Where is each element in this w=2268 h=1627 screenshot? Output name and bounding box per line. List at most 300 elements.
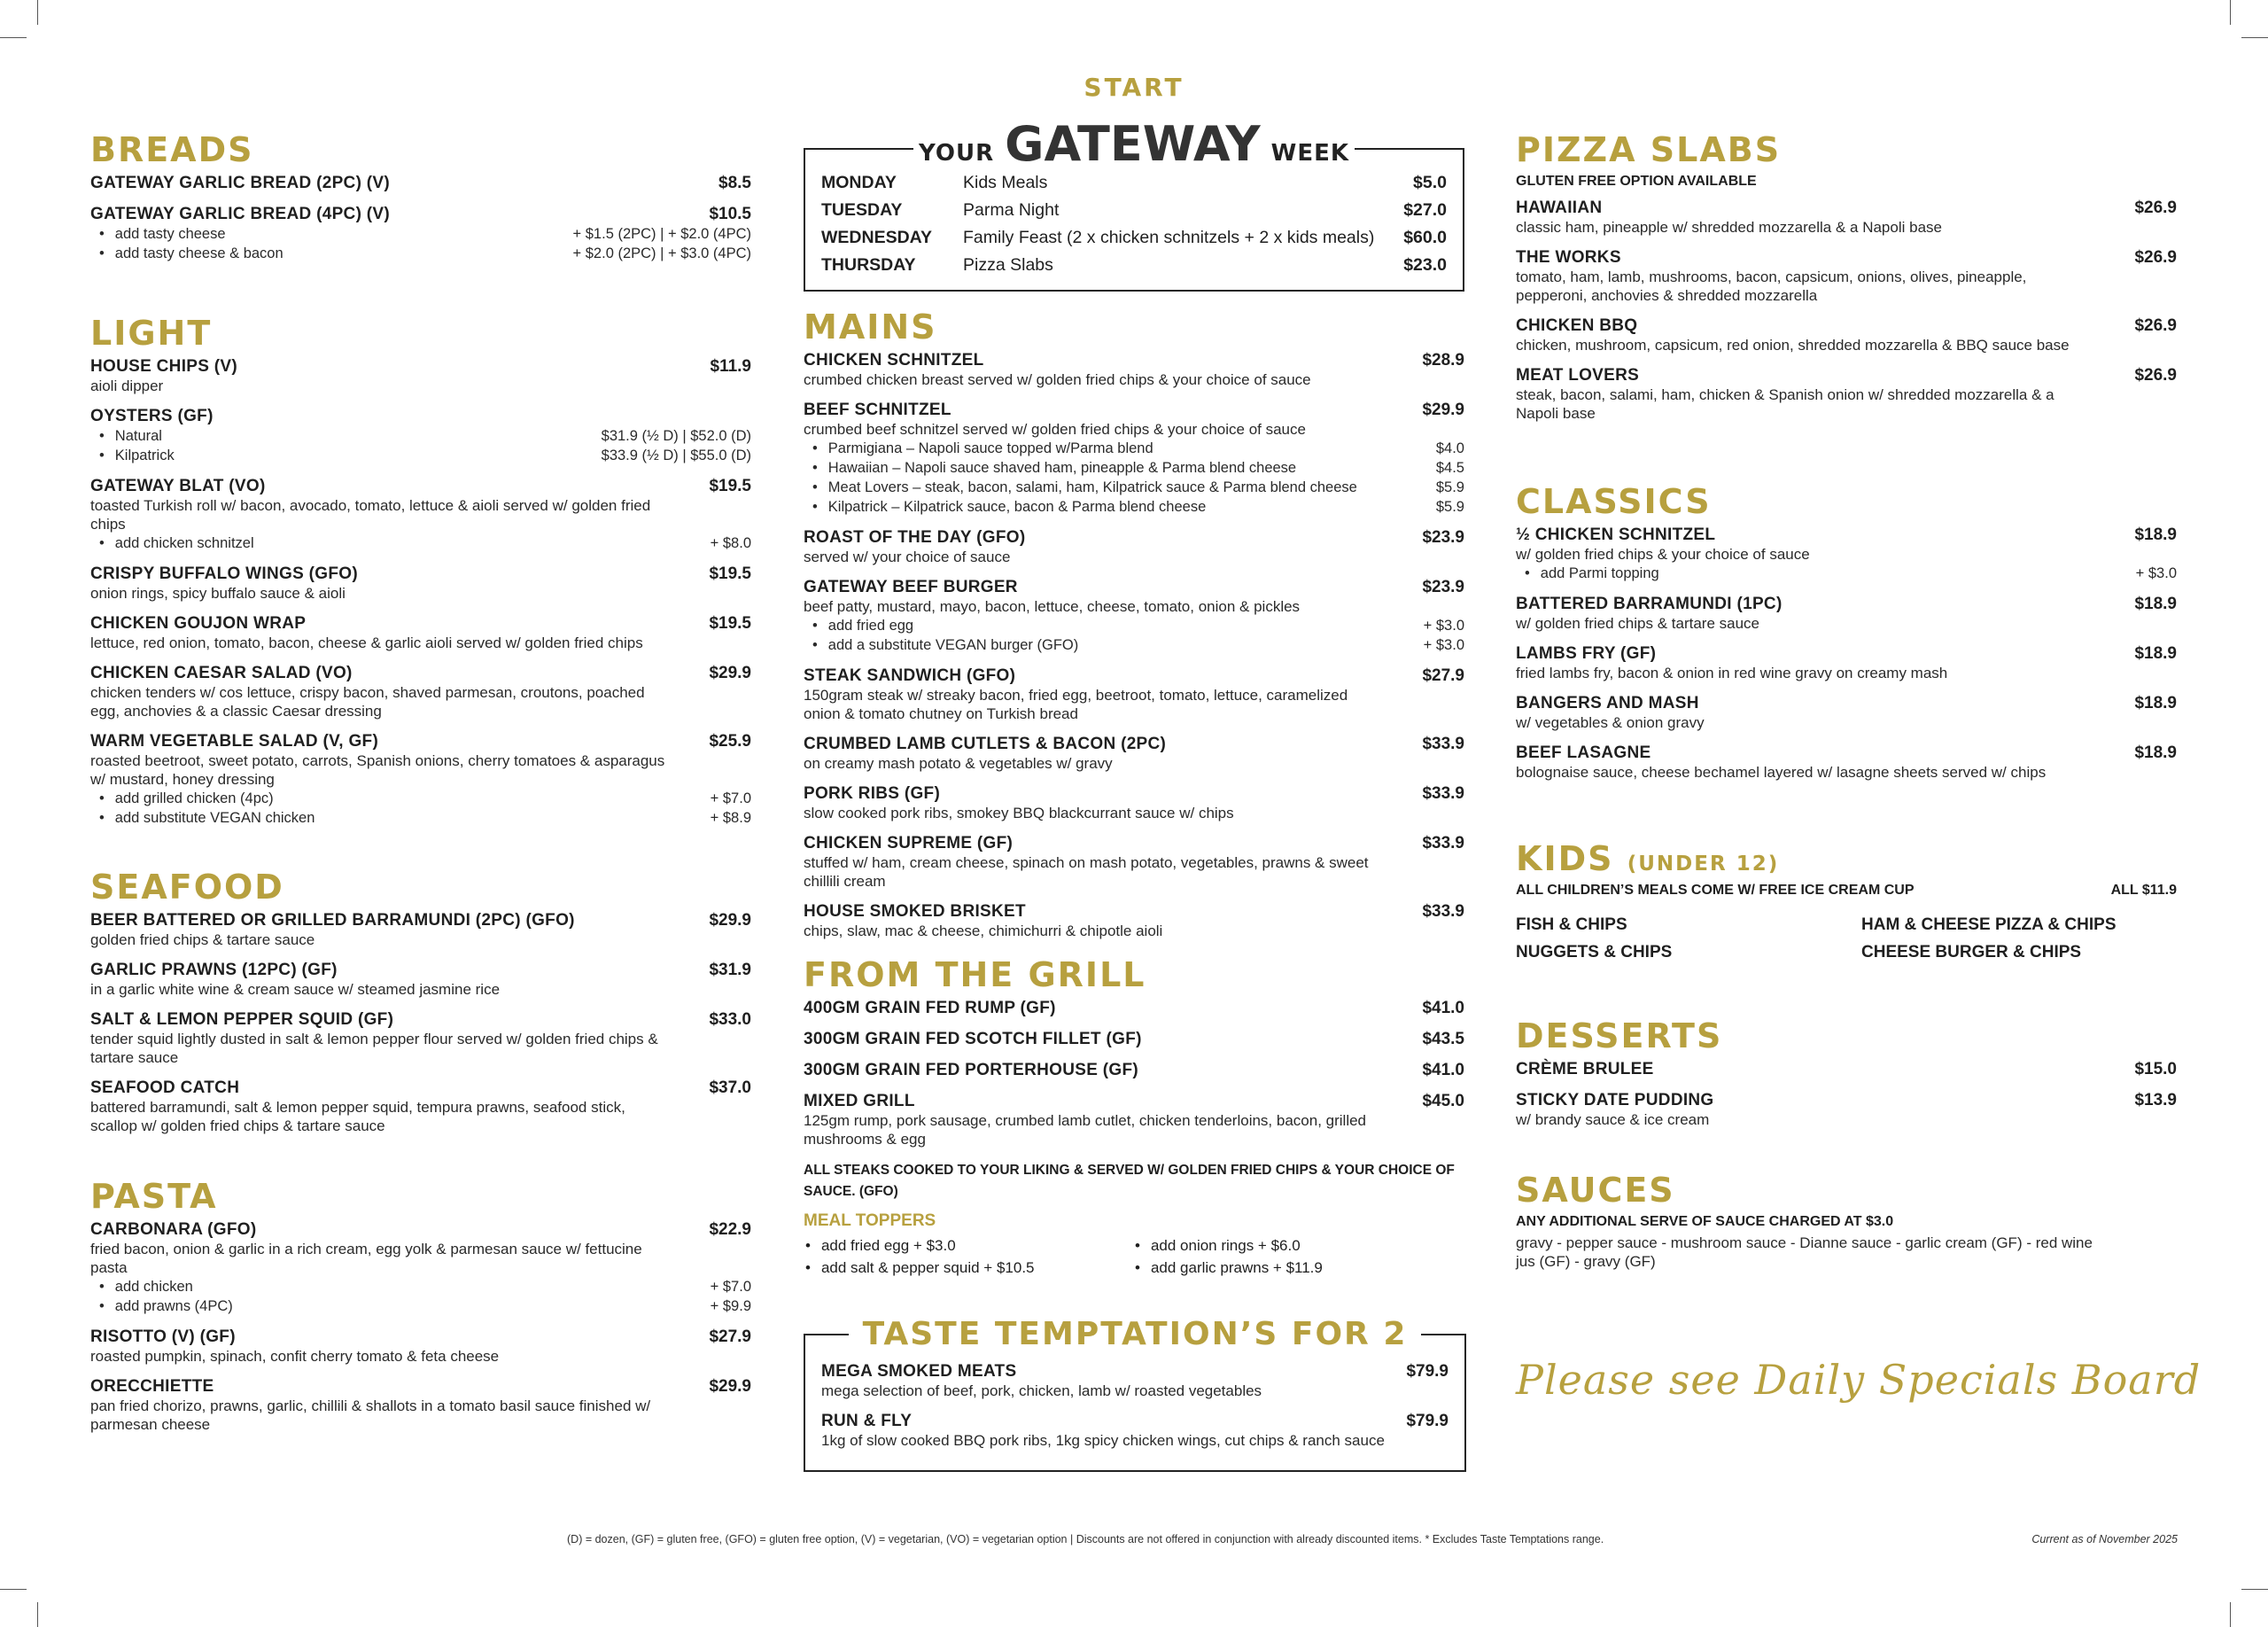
item-price: $28.9	[1422, 351, 1464, 370]
item-name: 400GM GRAIN FED RUMP (GF)	[804, 999, 1056, 1017]
addon-label: • Hawaiian – Napoli sauce shaved ham, pineapple & Parma blend cheese	[812, 458, 1296, 478]
addon-label: • add grilled chicken (4pc)	[99, 789, 274, 808]
week-box	[804, 116, 1464, 292]
crop-mark	[0, 37, 27, 38]
item-addon	[90, 808, 751, 828]
item-price: $13.9	[2134, 1091, 2177, 1109]
item-name: CRÈME BRULEE	[1516, 1060, 1654, 1078]
item-price: $18.9	[2134, 694, 2177, 712]
addon-price: + $8.0	[710, 535, 751, 551]
section-title: SAUCES	[1516, 1171, 1675, 1210]
addon-price: $31.9 (½ D) | $52.0 (D)	[601, 428, 751, 444]
item-description: w/ golden fried chips & tartare sauce	[1516, 615, 1759, 632]
item-name: BANGERS AND MASH	[1516, 694, 1699, 712]
gateway-week	[804, 73, 1464, 292]
item-addon	[90, 446, 751, 465]
item-price: $18.9	[2134, 525, 2177, 544]
item-price: $8.5	[718, 174, 751, 192]
menu-item	[804, 1092, 1464, 1148]
kids-item: HAM & CHEESE PIZZA & CHIPS	[1861, 915, 2117, 934]
menu-item	[90, 1078, 751, 1135]
section-pasta	[90, 1179, 751, 1434]
item-description: 1kg of slow cooked BBQ pork ribs, 1kg spicy chicken wings, cut chips & ranch sauce	[821, 1432, 1385, 1449]
menu-item	[90, 1010, 751, 1067]
addon-price: $33.9 (½ D) | $55.0 (D)	[601, 448, 751, 463]
crop-mark	[2230, 1602, 2231, 1627]
item-price: $33.9	[1422, 902, 1464, 921]
menu-item-row	[1516, 644, 2177, 664]
item-addon	[804, 478, 1464, 497]
section-title: PIZZA SLABS	[1516, 130, 1782, 169]
menu-item	[804, 1061, 1464, 1080]
item-price: $18.9	[2134, 644, 2177, 663]
kids-note-row	[1516, 883, 2177, 899]
item-price: $27.9	[1422, 666, 1464, 685]
item-price: $79.9	[1406, 1412, 1449, 1430]
item-addon	[90, 1277, 751, 1296]
item-description: 125gm rump, pork sausage, crumbed lamb cutlet, chicken tenderloins, bacon, grilled mushrooms & egg	[804, 1112, 1367, 1148]
item-price: $18.9	[2134, 595, 2177, 613]
kids-subtitle: (UNDER 12)	[1627, 852, 1780, 876]
item-name: ORECCHIETTE	[90, 1377, 214, 1396]
meal-topper: • add salt & pepper squid + $10.5	[805, 1257, 1135, 1279]
item-name: LAMBS FRY (GF)	[1516, 644, 1657, 663]
addon-label: • Kilpatrick	[99, 446, 175, 465]
item-description: lettuce, red onion, tomato, bacon, cheese & garlic aioli served w/ golden fried chips	[90, 634, 643, 651]
item-name: CHICKEN GOUJON WRAP	[90, 614, 307, 633]
item-price: $19.5	[709, 477, 751, 495]
item-price: $29.9	[709, 1377, 751, 1396]
item-description: onion rings, spicy buffalo sauce & aioli	[90, 585, 346, 602]
item-name: CRUMBED LAMB CUTLETS & BACON (2PC)	[804, 735, 1167, 753]
item-addon	[90, 533, 751, 553]
menu-item-row	[90, 407, 751, 426]
week-deal: Kids Meals	[963, 173, 1048, 192]
item-price: $33.9	[1422, 834, 1464, 852]
item-price: $29.9	[709, 911, 751, 930]
section-title: PASTA	[90, 1177, 218, 1216]
meal-toppers-title: MEAL TOPPERS	[804, 1211, 936, 1230]
item-price: $23.9	[1422, 528, 1464, 547]
menu-item-row	[821, 1412, 1449, 1431]
menu-item	[804, 351, 1464, 389]
addon-price: $5.9	[1435, 499, 1464, 515]
addon-price: + $2.0 (2PC) | + $3.0 (4PC)	[572, 245, 751, 261]
item-description: bolognaise sauce, cheese bechamel layered w/ lasagne sheets served w/ chips	[1516, 764, 2047, 781]
item-name: CHICKEN SUPREME (GF)	[804, 834, 1014, 852]
menu-item-row	[804, 666, 1464, 686]
item-name: ROAST OF THE DAY (GFO)	[804, 528, 1026, 547]
addon-price: + $7.0	[710, 1279, 751, 1295]
menu-item-row	[804, 351, 1464, 370]
item-addon	[804, 439, 1464, 458]
item-description: aioli dipper	[90, 378, 164, 394]
menu-item	[804, 999, 1464, 1018]
item-addon	[90, 224, 751, 244]
menu-item	[90, 174, 751, 193]
menu-item-row	[90, 1010, 751, 1030]
menu-item	[804, 666, 1464, 723]
menu-item	[90, 1377, 751, 1434]
menu-item	[1516, 366, 2177, 423]
item-description: steak, bacon, salami, ham, chicken & Spanish onion w/ shredded mozzarella & a Napoli base	[1516, 386, 2054, 422]
item-description: chicken, mushroom, capsicum, red onion, shredded mozzarella & BBQ sauce base	[1516, 337, 2070, 354]
menu-item	[90, 1327, 751, 1366]
addon-label: • add prawns (4PC)	[99, 1296, 233, 1316]
menu-item-row	[804, 999, 1464, 1018]
section-sauces	[1516, 1173, 2177, 1271]
item-description: on creamy mash potato & vegetables w/ gravy	[804, 755, 1113, 772]
item-description: tender squid lightly dusted in salt & lemon pepper flour served w/ golden fried chips & tartare sauce	[90, 1031, 658, 1066]
item-name: BEER BATTERED OR GRILLED BARRAMUNDI (2PC) (GFO)	[90, 911, 575, 930]
addon-label: • Natural	[99, 426, 162, 446]
addon-price: + $1.5 (2PC) | + $2.0 (4PC)	[572, 226, 751, 242]
menu-item-row	[804, 1061, 1464, 1080]
item-name: WARM VEGETABLE SALAD (V, GF)	[90, 732, 379, 751]
addon-label: • Kilpatrick – Kilpatrick sauce, bacon & Parma blend cheese	[812, 497, 1206, 517]
item-description: w/ vegetables & onion gravy	[1516, 714, 1705, 731]
week-day: WEDNESDAY	[821, 228, 932, 247]
section-light	[90, 316, 751, 828]
menu-item	[90, 614, 751, 652]
item-description: battered barramundi, salt & lemon pepper squid, tempura prawns, seafood stick, scallop w/ golden fried chips & tartare sauce	[90, 1099, 625, 1134]
menu-item-row	[90, 664, 751, 683]
week-your: YOUR	[913, 140, 999, 167]
kids-items	[1516, 911, 2177, 966]
addon-price: $4.5	[1435, 460, 1464, 476]
item-description: golden fried chips & tartare sauce	[90, 931, 315, 948]
item-description: fried lambs fry, bacon & onion in red wine gravy on creamy mash	[1516, 665, 1948, 681]
item-name: CRISPY BUFFALO WINGS (GFO)	[90, 564, 358, 583]
menu-item	[1516, 1091, 2177, 1129]
item-name: STICKY DATE PUDDING	[1516, 1091, 1714, 1109]
section-desserts	[1516, 1016, 2177, 1129]
week-row	[821, 169, 1447, 197]
daily-specials-note: Please see Daily Specials Board	[1516, 1356, 2202, 1404]
menu-item-row	[90, 961, 751, 980]
item-name: GATEWAY GARLIC BREAD (4PC) (V)	[90, 205, 391, 223]
item-description: fried bacon, onion & garlic in a rich cream, egg yolk & parmesan sauce w/ fettucine pasta	[90, 1241, 642, 1276]
week-deal: Family Feast (2 x chicken schnitzels + 2 x kids meals)	[963, 228, 1375, 247]
menu-item-row	[90, 1327, 751, 1347]
kids-item: FISH & CHIPS	[1516, 915, 1627, 934]
week-price: $5.0	[1413, 173, 1447, 192]
item-addon	[90, 426, 751, 446]
item-description: mega selection of beef, pork, chicken, lamb w/ roasted vegetables	[821, 1382, 1262, 1399]
menu-item-row	[804, 834, 1464, 853]
addon-label: • Parmigiana – Napoli sauce topped w/Parma blend	[812, 439, 1153, 458]
menu-item-row	[1516, 595, 2177, 614]
menu-item-row	[90, 1078, 751, 1098]
menu-item-row	[1516, 1060, 2177, 1079]
pizza-items	[1516, 199, 2177, 423]
item-price: $26.9	[2134, 248, 2177, 267]
taste-temptations-box	[804, 1316, 1466, 1472]
sauces-note: ANY ADDITIONAL SERVE OF SAUCE CHARGED AT $3.0	[1516, 1214, 1894, 1229]
item-price: $15.0	[2134, 1060, 2177, 1078]
section-title: DESSERTS	[1516, 1016, 1723, 1055]
item-name: BEEF LASAGNE	[1516, 743, 1651, 762]
taste-items	[821, 1362, 1449, 1450]
item-price: $33.9	[1422, 784, 1464, 803]
week-deal: Parma Night	[963, 200, 1060, 220]
item-name: 300GM GRAIN FED PORTERHOUSE (GF)	[804, 1061, 1139, 1079]
item-price: $33.9	[1422, 735, 1464, 753]
menu-item	[1516, 595, 2177, 633]
menu-item-row	[1516, 366, 2177, 385]
item-description: chips, slaw, mac & cheese, chimichurri & chipotle aioli	[804, 922, 1163, 939]
item-price: $26.9	[2134, 366, 2177, 385]
menu-item	[90, 911, 751, 949]
menu-item	[821, 1412, 1449, 1450]
item-name: BATTERED BARRAMUNDI (1PC)	[1516, 595, 1783, 613]
section-title: FROM THE GRILL	[804, 955, 1146, 994]
section-pizza	[1516, 130, 2177, 423]
item-name: MEAT LOVERS	[1516, 366, 1640, 385]
item-description: in a garlic white wine & cream sauce w/ steamed jasmine rice	[90, 981, 501, 998]
item-price: $19.5	[709, 614, 751, 633]
item-description: tomato, ham, lamb, mushrooms, bacon, capsicum, onions, olives, pineapple, pepperoni, anchovies & shredded mozzarella	[1516, 269, 2027, 304]
addon-price: + $9.9	[710, 1298, 751, 1314]
menu-item	[804, 578, 1464, 655]
week-price: $23.0	[1403, 255, 1447, 275]
taste-title: TASTE TEMPTATION’S FOR 2	[849, 1316, 1422, 1352]
addon-label: • add fried egg	[812, 616, 913, 635]
week-row	[821, 197, 1447, 224]
item-name: 300GM GRAIN FED SCOTCH FILLET (GF)	[804, 1030, 1142, 1048]
week-word: WEEK	[1266, 140, 1355, 167]
menu-item-row	[90, 477, 751, 496]
menu-item	[804, 528, 1464, 566]
crop-mark	[37, 1602, 38, 1627]
item-price: $11.9	[710, 357, 751, 376]
item-description: roasted pumpkin, spinach, confit cherry tomato & feta cheese	[90, 1348, 500, 1365]
menu-item-row	[804, 784, 1464, 804]
week-day: TUESDAY	[821, 200, 903, 220]
addon-price: $5.9	[1435, 479, 1464, 495]
menu-item-row	[90, 564, 751, 584]
addon-price: + $3.0	[2135, 565, 2177, 581]
item-addon	[804, 497, 1464, 517]
crop-mark	[2241, 1589, 2268, 1590]
item-price: $26.9	[2134, 316, 2177, 335]
kids-title: KIDS	[1516, 839, 1614, 878]
menu-item-row	[821, 1362, 1449, 1382]
item-price: $22.9	[709, 1220, 751, 1239]
item-addon	[804, 616, 1464, 635]
week-row	[821, 224, 1447, 252]
menu-item-row	[1516, 694, 2177, 713]
menu-item	[90, 732, 751, 828]
week-deal: Pizza Slabs	[963, 255, 1053, 275]
middle-column	[804, 307, 1464, 1279]
menu-item-row	[1516, 525, 2177, 545]
week-price: $60.0	[1403, 228, 1447, 247]
meal-topper: • add onion rings + $6.0	[1135, 1234, 1401, 1257]
item-name: CHICKEN CAESAR SALAD (VO)	[90, 664, 353, 682]
item-price: $27.9	[709, 1327, 751, 1346]
menu-item-row	[804, 578, 1464, 597]
right-column	[1516, 130, 2177, 1271]
week-brand-logo: GATEWAY	[999, 123, 1266, 167]
item-price: $29.9	[709, 664, 751, 682]
menu-item-row	[1516, 743, 2177, 763]
menu-item	[90, 357, 751, 395]
section-title: CLASSICS	[1516, 482, 1712, 521]
item-price: $41.0	[1422, 999, 1464, 1017]
section-title: BREADS	[90, 130, 254, 169]
menu-item-row	[1516, 199, 2177, 218]
addon-price: + $3.0	[1423, 637, 1464, 653]
menu-item-row	[804, 735, 1464, 754]
item-name: MEGA SMOKED MEATS	[821, 1362, 1017, 1381]
footer-legend: (D) = dozen, (GF) = gluten free, (GFO) = gluten free option, (V) = vegetarian, (VO) = vegetarian option | Discounts are not offered in conjunction with already discounted items. * Excludes Taste Temptations range.	[567, 1533, 1604, 1545]
menu-item	[804, 784, 1464, 822]
item-name: CHICKEN BBQ	[1516, 316, 1638, 335]
addon-price: + $8.9	[710, 810, 751, 826]
menu-item-row	[90, 1220, 751, 1240]
menu-item	[804, 401, 1464, 517]
kids-item: NUGGETS & CHIPS	[1516, 943, 1673, 961]
crop-mark	[2230, 0, 2231, 25]
item-name: RISOTTO (V) (GF)	[90, 1327, 236, 1346]
item-addon	[804, 635, 1464, 655]
week-day: THURSDAY	[821, 255, 916, 275]
section-grill	[804, 955, 1464, 1279]
addon-label: • add a substitute VEGAN burger (GFO)	[812, 635, 1078, 655]
menu-item	[90, 477, 751, 553]
item-description: toasted Turkish roll w/ bacon, avocado, tomato, lettuce & aioli served w/ golden fried chips	[90, 497, 651, 533]
item-name: GARLIC PRAWNS (12PC) (GF)	[90, 961, 338, 979]
menu-item-row	[90, 1377, 751, 1397]
item-price: $33.0	[709, 1010, 751, 1029]
item-name: GATEWAY BLAT (VO)	[90, 477, 266, 495]
section-seafood	[90, 870, 751, 1135]
meal-topper: • add fried egg + $3.0	[805, 1234, 1135, 1257]
addon-label: • add substitute VEGAN chicken	[99, 808, 315, 828]
menu-item-row	[804, 1030, 1464, 1049]
item-price: $41.0	[1422, 1061, 1464, 1079]
menu-item	[90, 961, 751, 999]
week-heading	[805, 116, 1463, 172]
item-description: w/ golden fried chips & your choice of sauce	[1516, 546, 1810, 563]
menu-item-row	[90, 614, 751, 634]
kids-price: ALL $11.9	[2110, 883, 2177, 898]
menu-item-row	[90, 357, 751, 377]
item-name: HOUSE SMOKED BRISKET	[804, 902, 1026, 921]
item-description: beef patty, mustard, mayo, bacon, lettuce, cheese, tomato, onion & pickles	[804, 598, 1301, 615]
item-description: served w/ your choice of sauce	[804, 549, 1011, 565]
week-rows	[821, 169, 1447, 279]
addon-price: + $3.0	[1423, 618, 1464, 634]
item-name: OYSTERS (GF)	[90, 407, 214, 425]
menu-item	[804, 1030, 1464, 1049]
meal-topper: • add garlic prawns + $11.9	[1135, 1257, 1401, 1279]
section-title: SEAFOOD	[90, 868, 284, 907]
menu-item-row	[804, 1092, 1464, 1111]
item-description: stuffed w/ ham, cream cheese, spinach on mash potato, vegetables, prawns & sweet chillili cream	[804, 854, 1369, 890]
item-price: $37.0	[709, 1078, 751, 1097]
item-addon	[804, 458, 1464, 478]
item-description: pan fried chorizo, prawns, garlic, chillili & shallots in a tomato basil sauce finished w/ parmesan cheese	[90, 1397, 651, 1433]
menu-item	[1516, 1060, 2177, 1079]
item-description: crumbed beef schnitzel served w/ golden fried chips & your choice of sauce	[804, 421, 1306, 438]
item-name: SALT & LEMON PEPPER SQUID (GF)	[90, 1010, 394, 1029]
item-name: GATEWAY GARLIC BREAD (2PC) (V)	[90, 174, 391, 192]
item-description: classic ham, pineapple w/ shredded mozzarella & a Napoli base	[1516, 219, 1942, 236]
item-description: chicken tenders w/ cos lettuce, crispy bacon, shaved parmesan, croutons, poached egg, anchovies & a classic Caesar dressing	[90, 684, 645, 720]
item-description: slow cooked pork ribs, smokey BBQ blackcurrant sauce w/ chips	[804, 805, 1234, 821]
addon-label: • add Parmi topping	[1525, 564, 1659, 583]
crop-mark	[0, 1589, 27, 1590]
item-addon	[90, 1296, 751, 1316]
addon-label: • add tasty cheese & bacon	[99, 244, 284, 263]
menu-item	[90, 564, 751, 603]
section-kids	[1516, 839, 2177, 966]
menu-item-row	[804, 902, 1464, 922]
addon-label: • add tasty cheese	[99, 224, 226, 244]
menu-item-row	[90, 174, 751, 193]
kids-item: CHEESE BURGER & CHIPS	[1861, 943, 2082, 961]
menu-item	[90, 664, 751, 720]
addon-label: • Meat Lovers – steak, bacon, salami, ham, Kilpatrick sauce & Parma blend cheese	[812, 478, 1357, 497]
week-day: MONDAY	[821, 173, 897, 192]
item-addon	[90, 244, 751, 263]
item-price: $10.5	[709, 205, 751, 223]
menu-item	[1516, 694, 2177, 732]
grill-items	[804, 999, 1464, 1148]
item-name: SEAFOOD CATCH	[90, 1078, 240, 1097]
item-price: $45.0	[1422, 1092, 1464, 1110]
addon-price: + $7.0	[710, 790, 751, 806]
meal-toppers	[804, 1234, 1464, 1279]
section-classics	[1516, 482, 2177, 782]
item-name: ½ CHICKEN SCHNITZEL	[1516, 525, 1716, 544]
item-name: CHICKEN SCHNITZEL	[804, 351, 984, 370]
current-date-note: Current as of November 2025	[2031, 1533, 2178, 1545]
item-description: 150gram steak w/ streaky bacon, fried egg, beetroot, tomato, lettuce, caramelized onion & tomato chutney on Turkish bread	[804, 687, 1348, 722]
item-name: THE WORKS	[1516, 248, 1621, 267]
section-title	[1516, 839, 2177, 878]
addon-label: • add chicken	[99, 1277, 193, 1296]
menu-item	[1516, 525, 2177, 583]
item-price: $19.5	[709, 564, 751, 583]
item-description: w/ brandy sauce & ice cream	[1516, 1111, 1710, 1128]
item-description: crumbed chicken breast served w/ golden fried chips & your choice of sauce	[804, 371, 1311, 388]
section-mains	[804, 307, 1464, 940]
section-breads	[90, 130, 751, 263]
menu-item	[1516, 743, 2177, 782]
menu-item-row	[90, 911, 751, 930]
item-name: MIXED GRILL	[804, 1092, 915, 1110]
menu-item	[1516, 644, 2177, 682]
menu-item-row	[804, 528, 1464, 548]
menu-item	[1516, 248, 2177, 305]
menu-item-row	[1516, 316, 2177, 336]
item-name: PORK RIBS (GF)	[804, 784, 941, 803]
menu-item	[90, 407, 751, 465]
menu-item-row	[1516, 1091, 2177, 1110]
menu-item	[804, 834, 1464, 891]
week-start-label: START	[1084, 73, 1184, 102]
item-price: $79.9	[1406, 1362, 1449, 1381]
addon-label: • add chicken schnitzel	[99, 533, 254, 553]
item-name: BEEF SCHNITZEL	[804, 401, 951, 419]
section-title: LIGHT	[90, 314, 213, 353]
item-addon	[1516, 564, 2177, 583]
steaks-note: ALL STEAKS COOKED TO YOUR LIKING & SERVED W/ GOLDEN FRIED CHIPS & YOUR CHOICE OF SAUCE. (GFO)	[804, 1163, 1455, 1199]
item-price: $25.9	[709, 732, 751, 751]
